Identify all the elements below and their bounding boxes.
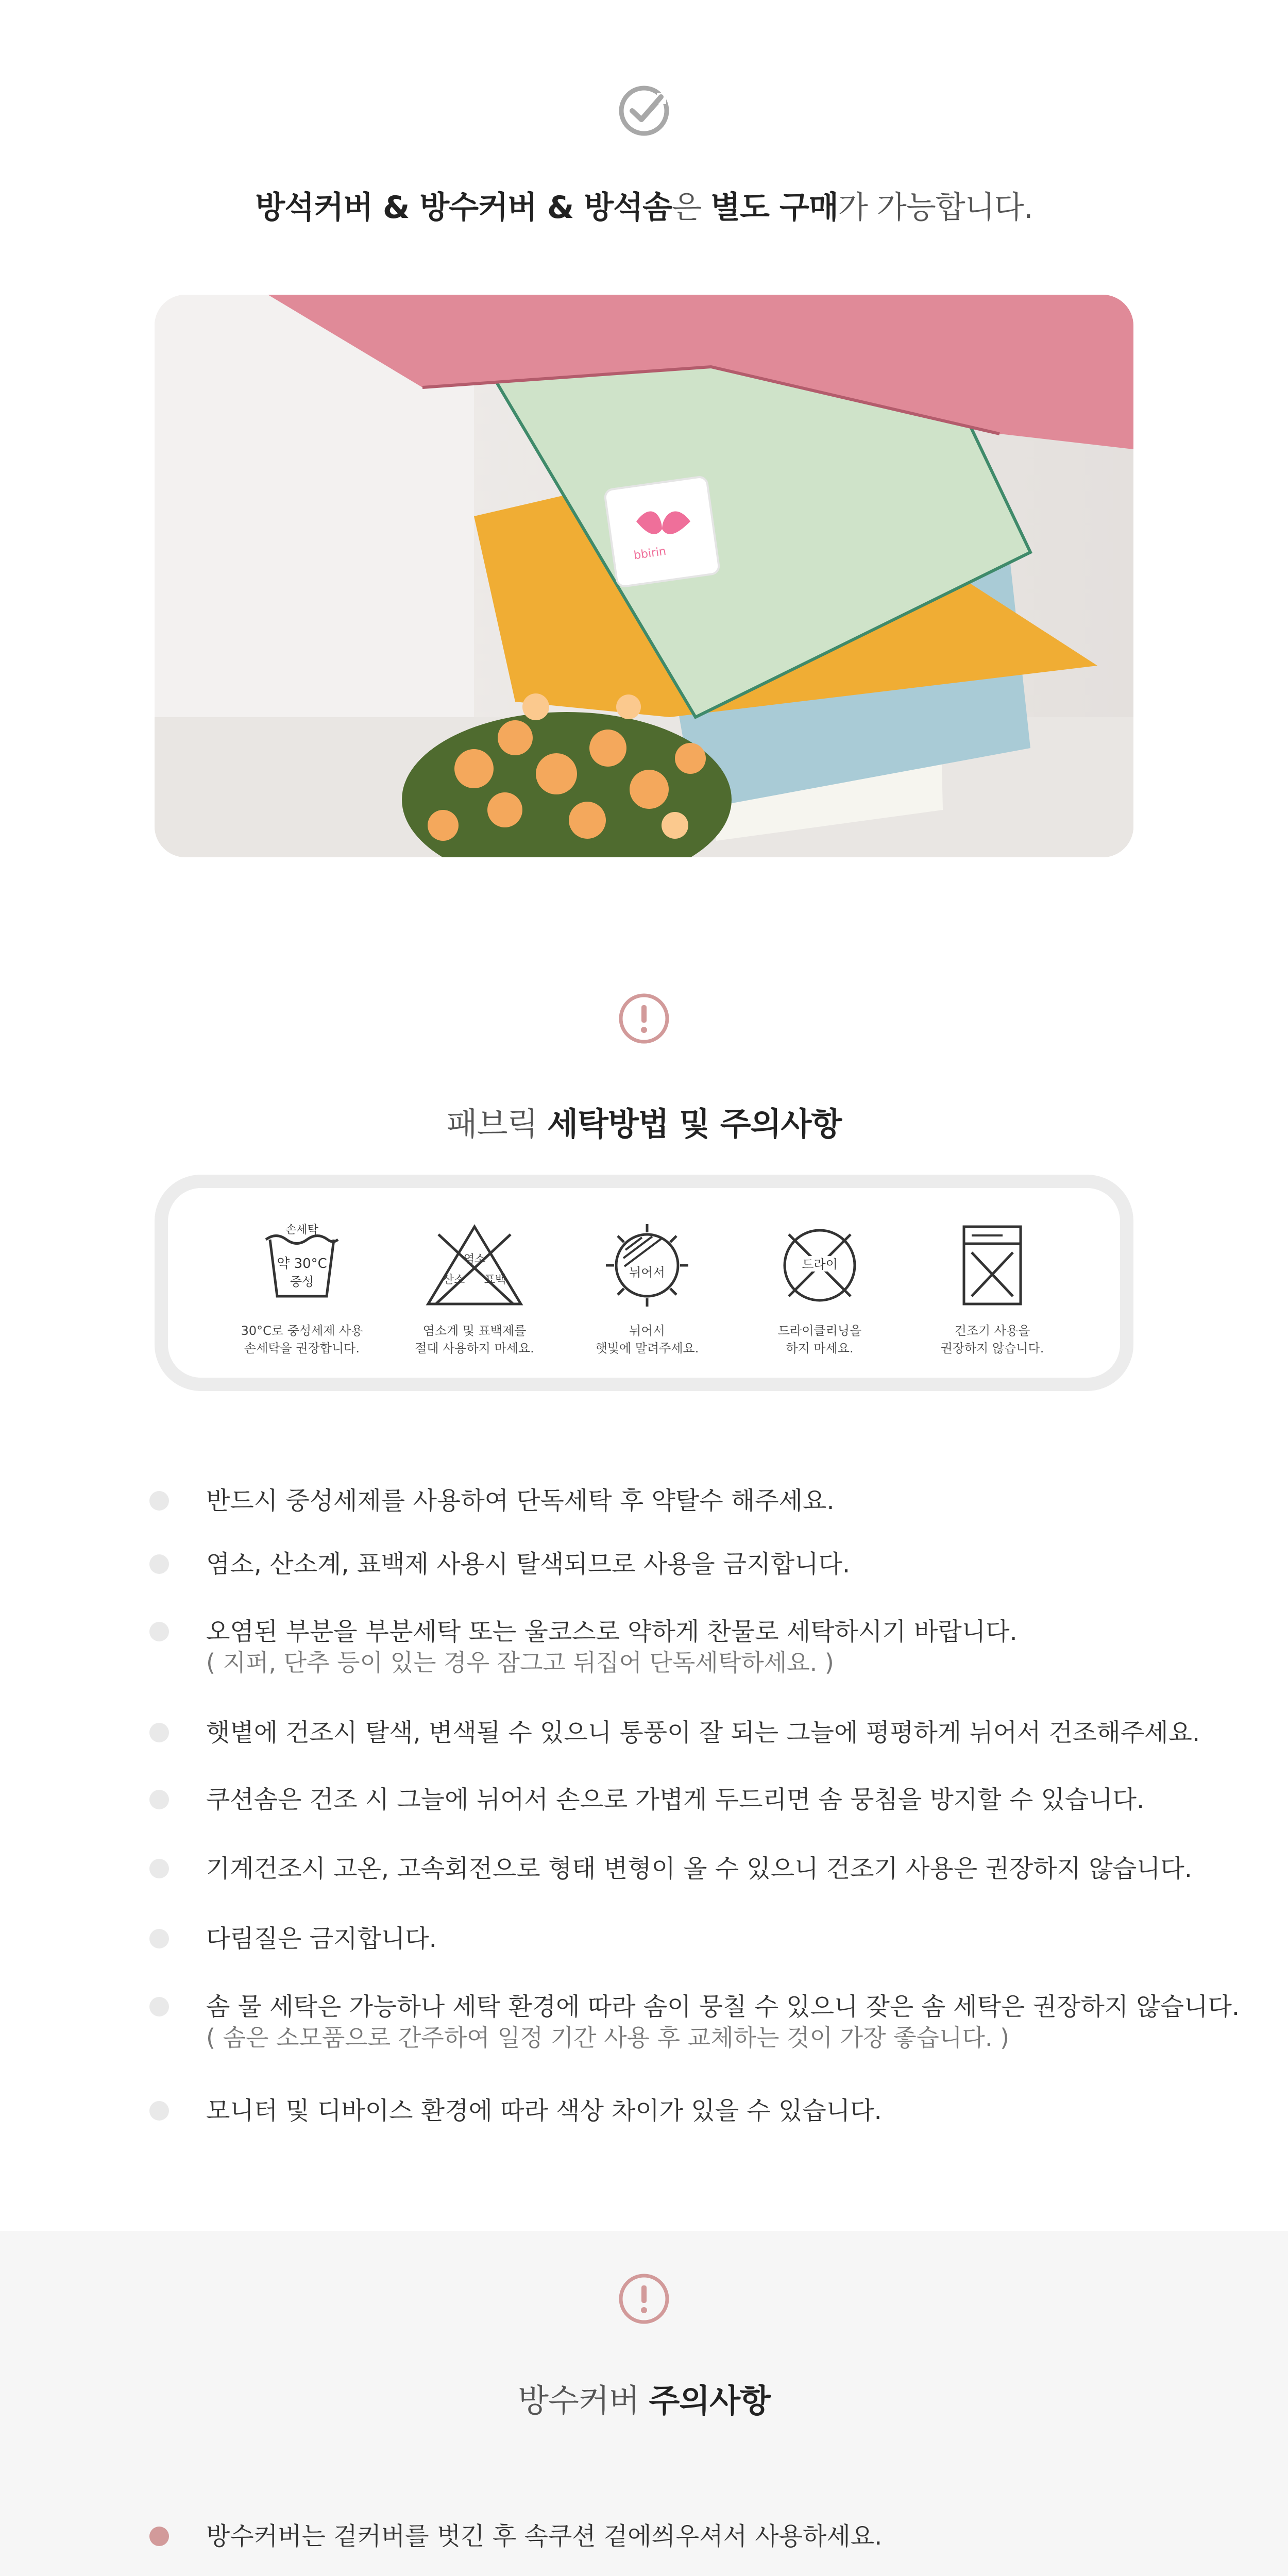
bullet-dot xyxy=(149,1491,169,1511)
list-item-text: 다림질은 금지합니다. xyxy=(206,1924,437,1953)
purchase-separate: 별도 구매 xyxy=(710,190,838,226)
bullet-dot xyxy=(149,1723,169,1742)
waterproof-title-bold: 주의사항 xyxy=(649,2382,770,2419)
waterproof-title xyxy=(0,2375,1288,2421)
no-dry-clean-icon xyxy=(773,1219,866,1312)
svg-text:표백: 표백 xyxy=(484,1274,506,1286)
waterproof-section xyxy=(0,2231,1288,2576)
svg-text:산소: 산소 xyxy=(443,1274,465,1286)
care-caption-no-dry-clean: 드라이클리닝을 하지 마세요. xyxy=(777,1324,862,1355)
purchase-notice xyxy=(0,183,1288,227)
list-item-text: 쿠션솜은 건조 시 그늘에 뉘어서 손으로 가볍게 두드리면 솜 뭉침을 방지할 수 있습니다. xyxy=(206,1785,1145,1814)
list-item-subtext: ( 솜은 소모품으로 간주하여 일정 기간 사용 후 교체하는 것이 가장 좋습니다. ) xyxy=(206,2024,1010,2052)
list-item-subtext: ( 지퍼, 단추 등이 있는 경우 잠그고 뒤집어 단독세탁하세요. ) xyxy=(206,1649,834,1676)
bullet-dot xyxy=(149,1997,169,2016)
purchase-tail: 가 가능합니다. xyxy=(838,190,1033,226)
bullet-dot xyxy=(149,2101,169,2121)
list-item-text: 솜 물 세탁은 가능하나 세탁 환경에 따라 솜이 뭉칠 수 있으니 잦은 솜 세탁은 권장하지 않습니다. xyxy=(206,1992,1240,2021)
check-circle-icon xyxy=(616,82,672,141)
bullet-dot xyxy=(149,1622,169,1641)
care-caption-no-tumble-dry: 건조기 사용을 권장하지 않습니다. xyxy=(940,1324,1044,1355)
bullet-dot xyxy=(149,1790,169,1809)
care-shade-dry xyxy=(570,1219,724,1357)
purchase-particle: 은 xyxy=(672,190,711,226)
list-item-text: 기계건조시 고온, 고속회전으로 형태 변형이 올 수 있으니 건조기 사용은 권장하지 않습니다. xyxy=(206,1854,1192,1883)
brand-tag-text: bbirin xyxy=(633,545,667,563)
purchase-items: 방석커버 & 방수커버 & 방석솜 xyxy=(255,190,672,226)
exclamation-circle-icon xyxy=(617,992,671,1047)
exclamation-circle-icon xyxy=(617,2272,671,2328)
bullet-dot xyxy=(149,1859,169,1878)
svg-text:약 30°C: 약 30°C xyxy=(277,1256,327,1272)
list-item-text: 방수커버는 겉커버를 벗긴 후 속쿠션 겉에씌우셔서 사용하세요. xyxy=(206,2522,883,2551)
care-hand-wash xyxy=(225,1219,379,1357)
care-symbols-card xyxy=(155,1175,1133,1391)
list-item-text: 모니터 및 디바이스 환경에 따라 색상 차이가 있을 수 있습니다. xyxy=(206,2096,882,2125)
fabric-care-title-bold: 세탁방법 및 주의사항 xyxy=(547,1105,842,1143)
care-no-bleach xyxy=(397,1219,552,1357)
care-caption-shade-dry: 뉘어서 햇빛에 말려주세요. xyxy=(595,1324,699,1355)
hand-wash-icon xyxy=(256,1219,348,1312)
svg-text:중성: 중성 xyxy=(290,1275,314,1289)
no-tumble-dry-icon xyxy=(946,1219,1039,1312)
svg-text:드라이: 드라이 xyxy=(802,1257,838,1272)
care-caption-no-bleach: 염소계 및 표백제를 절대 사용하지 마세요. xyxy=(415,1324,534,1355)
svg-text:염소: 염소 xyxy=(463,1253,486,1266)
care-no-dry-clean xyxy=(742,1219,897,1357)
no-bleach-icon xyxy=(423,1219,526,1312)
care-no-tumble-dry xyxy=(915,1219,1070,1357)
fabric-care-title-light: 패브릭 xyxy=(446,1105,548,1143)
list-item-text: 염소, 산소계, 표백제 사용시 탈색되므로 사용을 금지합니다. xyxy=(206,1550,851,1579)
care-caption-hand-wash: 30°C로 중성세제 사용 손세탁을 권장합니다. xyxy=(241,1324,363,1355)
list-item-text: 오염된 부분을 부분세탁 또는 울코스로 약하게 찬물로 세탁하시기 바랍니다. xyxy=(206,1617,1018,1646)
waterproof-title-light: 방수커버 xyxy=(518,2382,649,2419)
list-item-text: 반드시 중성세제를 사용하여 단독세탁 후 약탈수 해주세요. xyxy=(206,1486,835,1515)
svg-text:뉘어서: 뉘어서 xyxy=(629,1265,665,1280)
product-photo xyxy=(155,295,1133,857)
svg-text:손세탁: 손세탁 xyxy=(285,1224,318,1236)
bullet-dot xyxy=(149,2527,169,2546)
bullet-dot xyxy=(149,1929,169,1948)
bullet-dot xyxy=(149,1554,169,1574)
fabric-care-title xyxy=(0,1098,1288,1144)
shade-dry-flat-icon xyxy=(601,1219,693,1312)
list-item-text: 햇볕에 건조시 탈색, 변색될 수 있으니 통풍이 잘 되는 그늘에 평평하게 뉘어서 건조해주세요. xyxy=(206,1718,1200,1747)
